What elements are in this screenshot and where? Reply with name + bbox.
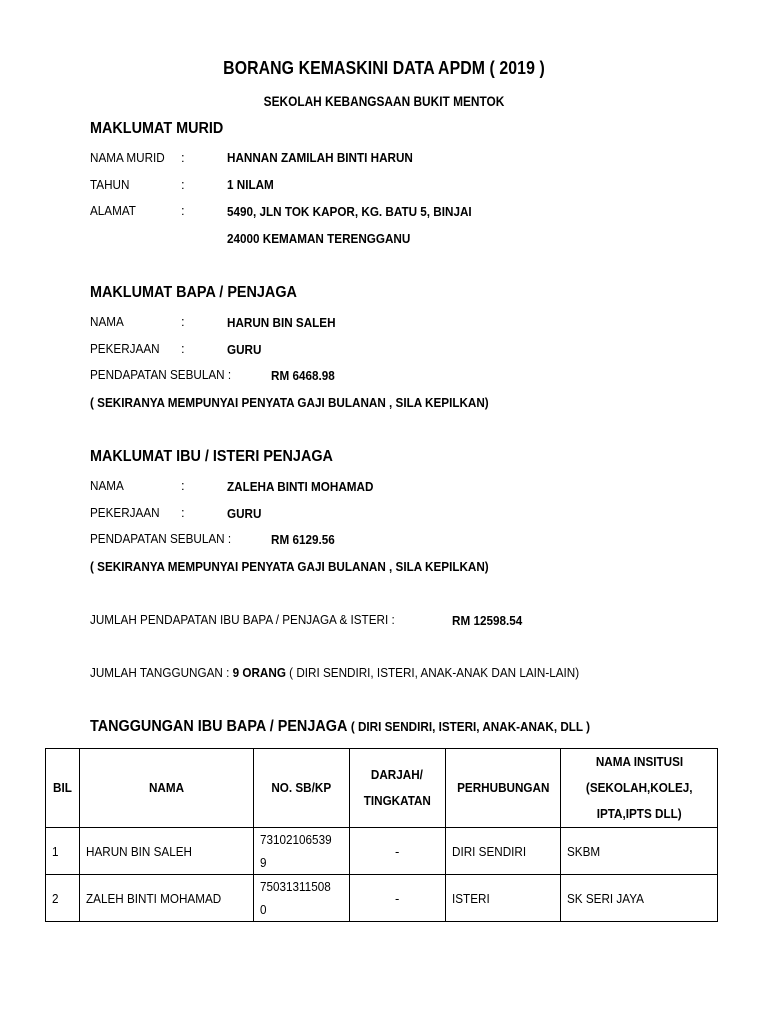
colon: : bbox=[181, 314, 185, 329]
colon: : bbox=[181, 341, 185, 356]
colon: : bbox=[181, 203, 185, 218]
cell-nama: HARUN BIN SALEH bbox=[79, 828, 253, 875]
jumlah-tanggungan-line bbox=[90, 665, 579, 680]
label-pekerjaan-bapa: PEKERJAAN bbox=[90, 341, 160, 356]
school-name: SEKOLAH KEBANGSAAN BUKIT MENTOK bbox=[263, 94, 505, 109]
note-penyata-gaji-bapa: ( SEKIRANYA MEMPUNYAI PENYATA GAJI BULANAN , SILA KEPILKAN) bbox=[90, 395, 489, 410]
col-header-perhubungan: PERHUBUNGAN bbox=[445, 749, 561, 828]
section-heading-bapa: MAKLUMAT BAPA / PENJAGA bbox=[90, 284, 297, 301]
colon: : bbox=[181, 177, 185, 192]
section-heading-tanggungan bbox=[90, 718, 590, 736]
cell-darjah: - bbox=[349, 875, 445, 922]
tanggungan-heading-text: TANGGUNGAN IBU BAPA / PENJAGA bbox=[90, 718, 347, 735]
label-tahun: TAHUN bbox=[90, 177, 130, 192]
tanggungan-heading-note: ( DIRI SENDIRI, ISTERI, ANAK-ANAK, DLL ) bbox=[350, 719, 591, 734]
value-pendapatan-bapa: RM 6468.98 bbox=[271, 368, 335, 383]
cell-institusi: SKBM bbox=[561, 828, 718, 875]
cell-perhubungan: ISTERI bbox=[445, 875, 561, 922]
col-header-bil: BIL bbox=[46, 749, 80, 828]
note-penyata-gaji-ibu: ( SEKIRANYA MEMPUNYAI PENYATA GAJI BULANAN , SILA KEPILKAN) bbox=[90, 559, 489, 574]
label-pendapatan-bapa: PENDAPATAN SEBULAN : bbox=[90, 367, 232, 382]
value-nama-murid: HANNAN ZAMILAH BINTI HARUN bbox=[227, 150, 413, 165]
label-pekerjaan-ibu: PEKERJAAN bbox=[90, 505, 160, 520]
value-jumlah-tanggungan: 9 ORANG bbox=[232, 665, 286, 680]
label-alamat: ALAMAT bbox=[90, 203, 136, 218]
section-heading-murid: MAKLUMAT MURID bbox=[90, 120, 224, 137]
cell-institusi: SK SERI JAYA bbox=[561, 875, 718, 922]
label-nama-bapa: NAMA bbox=[90, 314, 124, 329]
cell-darjah: - bbox=[349, 828, 445, 875]
label-jumlah-pendapatan: JUMLAH PENDAPATAN IBU BAPA / PENJAGA & ISTERI : bbox=[90, 612, 395, 627]
colon: : bbox=[181, 505, 185, 520]
label-nama-ibu: NAMA bbox=[90, 478, 124, 493]
value-alamat-line2: 24000 KEMAMAN TERENGGANU bbox=[227, 231, 411, 246]
value-pendapatan-ibu: RM 6129.56 bbox=[271, 532, 335, 547]
colon: : bbox=[181, 150, 185, 165]
col-header-sbkp: NO. SB/KP bbox=[253, 749, 349, 828]
value-pekerjaan-bapa: GURU bbox=[227, 342, 262, 357]
cell-perhubungan: DIRI SENDIRI bbox=[445, 828, 561, 875]
value-jumlah-pendapatan: RM 12598.54 bbox=[452, 613, 523, 628]
value-alamat-line1: 5490, JLN TOK KAPOR, KG. BATU 5, BINJAI bbox=[227, 204, 472, 219]
value-nama-ibu: ZALEHA BINTI MOHAMAD bbox=[227, 479, 374, 494]
table-header-row bbox=[46, 749, 718, 828]
label-nama-murid: NAMA MURID bbox=[90, 150, 165, 165]
col-header-darjah: DARJAH/ TINGKATAN bbox=[349, 749, 445, 828]
col-header-institusi: NAMA INSITUSI (SEKOLAH,KOLEJ, IPTA,IPTS DLL) bbox=[561, 749, 718, 828]
value-pekerjaan-ibu: GURU bbox=[227, 506, 262, 521]
dependents-table bbox=[45, 748, 718, 922]
table-row bbox=[46, 828, 718, 875]
value-tahun: 1 NILAM bbox=[227, 177, 274, 192]
col-header-nama: NAMA bbox=[79, 749, 253, 828]
colon: : bbox=[181, 478, 185, 493]
cell-sbkp: 731021065399 bbox=[253, 828, 349, 875]
table-row bbox=[46, 875, 718, 922]
section-heading-ibu: MAKLUMAT IBU / ISTERI PENJAGA bbox=[90, 448, 333, 465]
note-jumlah-tanggungan: ( DIRI SENDIRI, ISTERI, ANAK-ANAK DAN LAIN-LAIN) bbox=[289, 665, 580, 680]
cell-bil: 1 bbox=[46, 828, 80, 875]
label-pendapatan-ibu: PENDAPATAN SEBULAN : bbox=[90, 531, 232, 546]
form-title: BORANG KEMASKINI DATA APDM ( 2019 ) bbox=[223, 58, 545, 78]
cell-sbkp: 750313115080 bbox=[253, 875, 349, 922]
value-nama-bapa: HARUN BIN SALEH bbox=[227, 315, 336, 330]
cell-bil: 2 bbox=[46, 875, 80, 922]
label-jumlah-tanggungan: JUMLAH TANGGUNGAN : bbox=[90, 665, 230, 680]
cell-nama: ZALEH BINTI MOHAMAD bbox=[79, 875, 253, 922]
